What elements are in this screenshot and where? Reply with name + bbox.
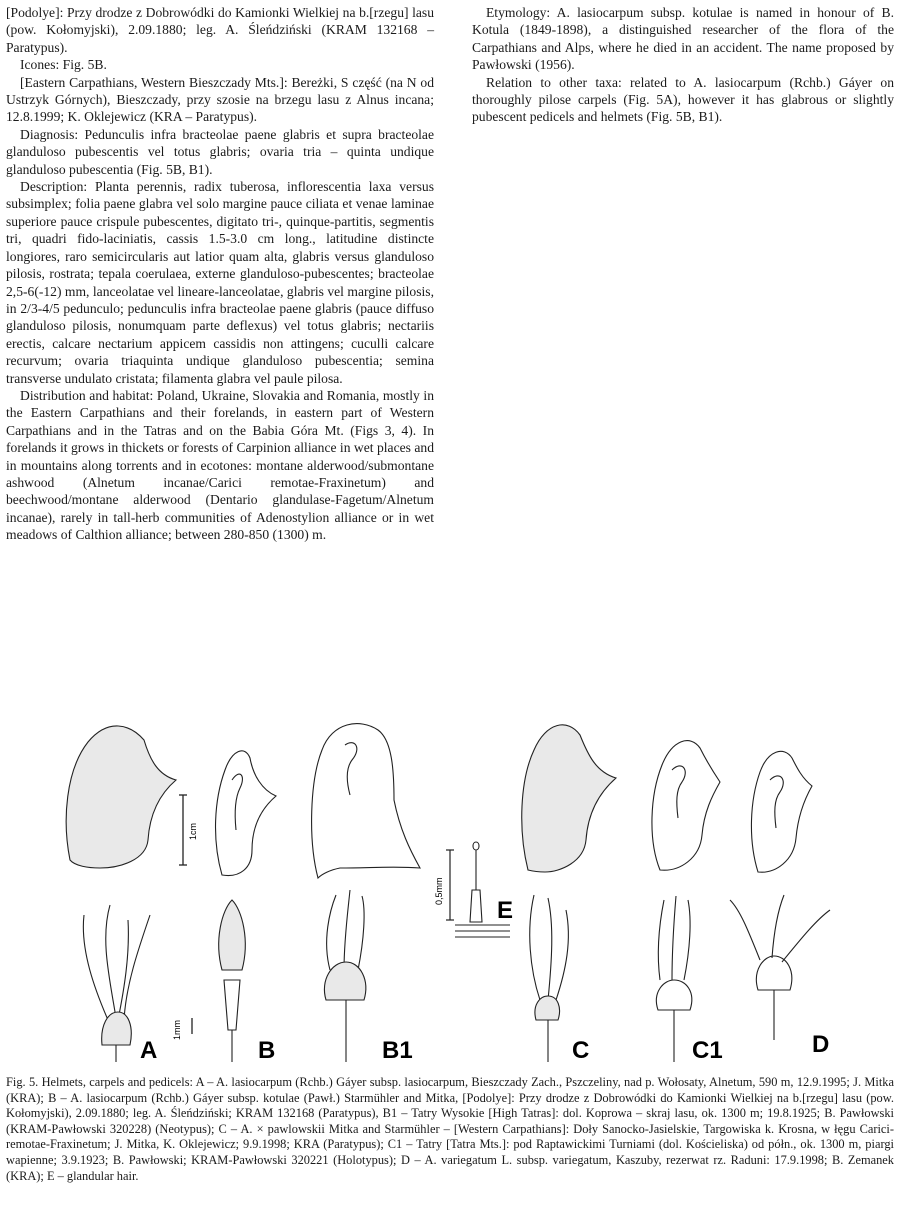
etymology-paragraph: Etymology: A. lasiocarpum subsp. kotulae is named in honour of B. Kotula (1849-1898), a distinguished researcher of the flora of the Carpathians and Alps, where he died in an accident. The name proposed by Pawłowski (1956). — [472, 5, 894, 73]
panel-label-c1: C1 — [692, 1037, 723, 1064]
carpathians-paratype-paragraph: [Eastern Carpathians, Western Bieszczady Mts.]: Bereżki, S część (na N od Ustrzyk Górnych), Bieszczady, przy szosie na brzegu lasu z Alnus incana; 12.8.1999; K. Oklejewicz (KRA – Paratypus). — [6, 74, 434, 125]
carpels-b — [219, 900, 246, 1062]
carpels-c1 — [656, 896, 691, 1062]
panel-label-c: C — [572, 1037, 590, 1064]
description-paragraph: Description: Planta perennis, radix tuberosa, inflorescentia laxa versus subsimplex; folia paene glabra vel solo margine pauce ciliata et venae laminae superiore pauce crispule pubescentes, digitato tri-, quinque-partitis, segmentis tri, quadri fido-laciniatis, cassis 1.5-3.0 cm long., latitudine distincte longiores, raro semicircularis aut latior quam alta, glabris versus glanduloso pilosis, rostrata; tepala coerulaea, externe glanduloso-pubescentes; bracteolae 2,5-6(-12) mm, lanceolatae vel lineare-lanceolatae, glabris vel margine pilosis, in 2/3-4/5 pedunculo; pedunculis infra bracteolae paene glabris (pauce diffuso glanduloso pilosis, nonumquam parte deflexus) vel totus glabris; nectariis erectis, calcare nectarium appicem cassidis non attingens; cuculli calcare recurvum; ovaria triaquinta undique glanduloso pubescentia; semina transverse undulato cristata; filamenta glabra vel paule pilosa. — [6, 179, 434, 386]
diagnosis-paragraph: Diagnosis: Pedunculis infra bracteolae paene glabris et supra bracteolae glanduloso pubescentis vel totus glabris; ovaria tria – quinta undique glanduloso pubescentia (Fig. 5B, B1). — [6, 126, 434, 177]
figure-caption — [6, 1075, 894, 1184]
panel-label-b1: B1 — [382, 1037, 413, 1064]
left-column — [6, 4, 434, 544]
panel-label-a: A — [140, 1037, 158, 1064]
panel-label-b: B — [258, 1037, 276, 1064]
podolye-paratype-paragraph: [Podolye]: Przy drodze z Dobrowódki do Kamionki Wielkiej na b.[rzegu] lasu (pow. Kołomyjski), 2.09.1880; leg. A. Śleńdziński (KRAM 132168 – Paratypus). — [6, 5, 434, 55]
figure-caption-text: Fig. 5. Helmets, carpels and pedicels: A – A. lasiocarpum (Rchb.) Gáyer subsp. lasiocarpum, Bieszczady Zach., Pszczeliny, nad p. Wołosaty, Alnetum, 590 m, 12.9.1995; J. Mitka (KRA); B – A. lasiocarpum (Rchb.) Gáyer subsp. kotulae (Pawł.) Starmühler and Mitka, [Podolye]: Przy drodze z Dobrowódki do Kamionki Wielkiej na b.[rzegu] lasu (pow. Kołomyjski), 2.09.1880; leg. A. Śleńdziński; KRAM 132168 (Paratypus), B1 – Tatry Wysokie [High Tatras]: dol. Koprowa – skraj lasu, ok. 1300 m; 19.8.1925; B. Pawłowski (KRAM-Pawłowski 320228) (Neotypus); C – A. × pawlowskii Mitka and Starmühler – [Western Carpathians]: Doły Sanocko-Jasielskie, Targowiska k. Krosna, w łęgu Carici-remotae-Fraxinetum; J. Mitka, K. Oklejewicz; 9.9.1998; KRA (Paratypus); C1 – Tatry [Tatra Mts.]: pod Raptawickimi Turniami (dol. Kościeliska) od półn., ok. 1300 m, piargi wapienne; 3.9.1923; B. Pawłowski; KRAM-Pawłowski 320221 (Holotypus); D – A. variegatum L. subsp. variegatum, Kaszuby, rezerwat rz. Raduni: 17.9.1998; B. Zemanek (KRA); E – glandular hair. — [6, 1075, 894, 1183]
scale-label-1mm: 1mm — [172, 1020, 182, 1040]
distribution-paragraph: Distribution and habitat: Poland, Ukraine, Slovakia and Romania, mostly in the Eastern Carpathians and their forelands, in eastern part of Western Carpathians and in the Tatras and on the Babia Góra Mt. (Figs 3, 4). In forelands it grows in thickets or forests of Carpinion alliance in wet places and in mountains along torrents and in ecotones: montane alderwood/submontane ashwood (Alnetum incanae/Carici remotae-Fraxinetum) and beechwood/montane alderwood (Dentario glandulase-Fagetum/Alnetum incanae), rarely in tall-herb communities of Adenostylion alliance or in wet meadows of Calthion alliance; between 280-850 (1300) m. — [6, 387, 434, 543]
figure-illustration — [0, 700, 900, 1070]
carpels-c — [530, 895, 569, 1062]
helmet-b1 — [312, 724, 420, 878]
figure-5 — [0, 700, 900, 1070]
right-column — [472, 4, 894, 126]
relation-paragraph: Relation to other taxa: related to A. lasiocarpum (Rchb.) Gáyer on thoroughly pilose carpels (Fig. 5A), however it has glabrous or slightly pubescent pedicels and helmets (Fig. 5B, B1). — [472, 74, 894, 125]
helmet-a — [66, 726, 176, 868]
helmet-c1 — [652, 741, 720, 871]
icones-paragraph: Icones: Fig. 5B. — [20, 57, 107, 73]
scale-label-1cm: 1cm — [188, 822, 198, 840]
helmet-d — [751, 751, 812, 872]
glandular-hair — [470, 842, 482, 922]
carpels-b1 — [324, 890, 365, 1062]
panel-label-d: D — [812, 1031, 830, 1058]
panel-label-e: E — [497, 897, 514, 924]
scale-label-0-5mm: 0,5mm — [434, 877, 444, 905]
carpels-d — [730, 895, 830, 1040]
helmet-c — [522, 725, 616, 872]
helmet-b — [216, 751, 276, 876]
